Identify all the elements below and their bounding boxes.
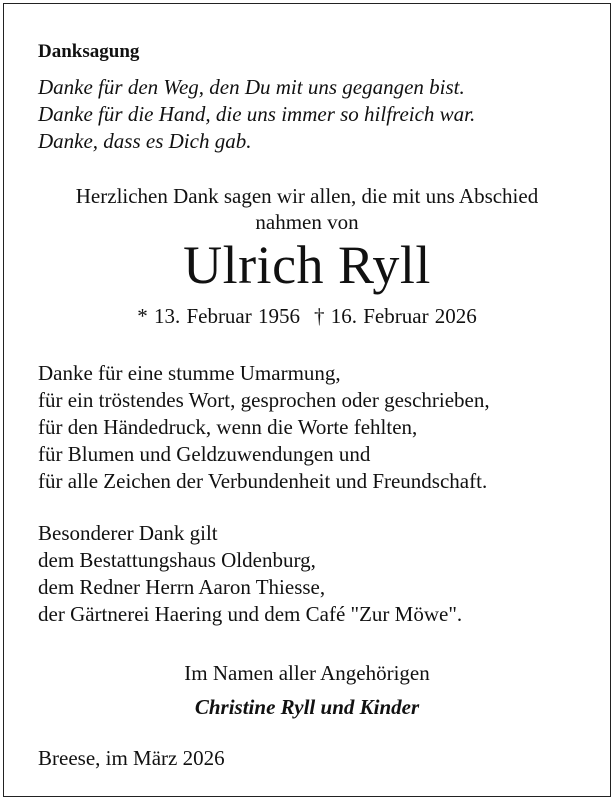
intro-line: nahmen von bbox=[255, 210, 359, 234]
special-thanks-block bbox=[38, 520, 462, 628]
obituary-notice bbox=[3, 3, 611, 797]
special-thanks-line: Besonderer Dank gilt bbox=[38, 521, 218, 545]
place-and-date: Breese, im März 2026 bbox=[38, 746, 225, 770]
poem-line: Danke, dass es Dich gab. bbox=[38, 129, 252, 153]
signature-names: Christine Ryll und Kinder bbox=[194, 695, 420, 719]
thanks-block bbox=[38, 360, 490, 495]
special-thanks-line: dem Bestattungshaus Oldenburg, bbox=[38, 548, 316, 572]
poem-line: Danke für die Hand, die uns immer so hilfreich war. bbox=[38, 102, 476, 126]
poem-block bbox=[38, 74, 475, 155]
poem-line: Danke für den Weg, den Du mit uns gegangen bist. bbox=[38, 75, 465, 99]
thanks-line: für alle Zeichen der Verbundenheit und Freundschaft. bbox=[38, 469, 488, 493]
birth-date: * 13. Februar 1956 bbox=[137, 304, 300, 328]
thanks-line: für den Händedruck, wenn die Worte fehlten, bbox=[38, 415, 418, 439]
thanks-line: für ein tröstendes Wort, gesprochen oder geschrieben, bbox=[38, 388, 490, 412]
special-thanks-line: dem Redner Herrn Aaron Thiesse, bbox=[38, 575, 326, 599]
special-thanks-line: der Gärtnerei Haering und dem Café "Zur Möwe". bbox=[38, 602, 463, 626]
deceased-name: Ulrich Ryll bbox=[183, 235, 431, 295]
notice-heading: Danksagung bbox=[38, 41, 140, 62]
death-date: † 16. Februar 2026 bbox=[314, 304, 477, 328]
intro-line: Herzlichen Dank sagen wir allen, die mit uns Abschied bbox=[75, 184, 539, 208]
signature-intro: Im Namen aller Angehörigen bbox=[184, 661, 430, 685]
thanks-line: für Blumen und Geldzuwendungen und bbox=[38, 442, 371, 466]
thanks-line: Danke für eine stumme Umarmung, bbox=[38, 361, 341, 385]
life-dates bbox=[4, 303, 610, 329]
intro-text bbox=[4, 183, 610, 235]
